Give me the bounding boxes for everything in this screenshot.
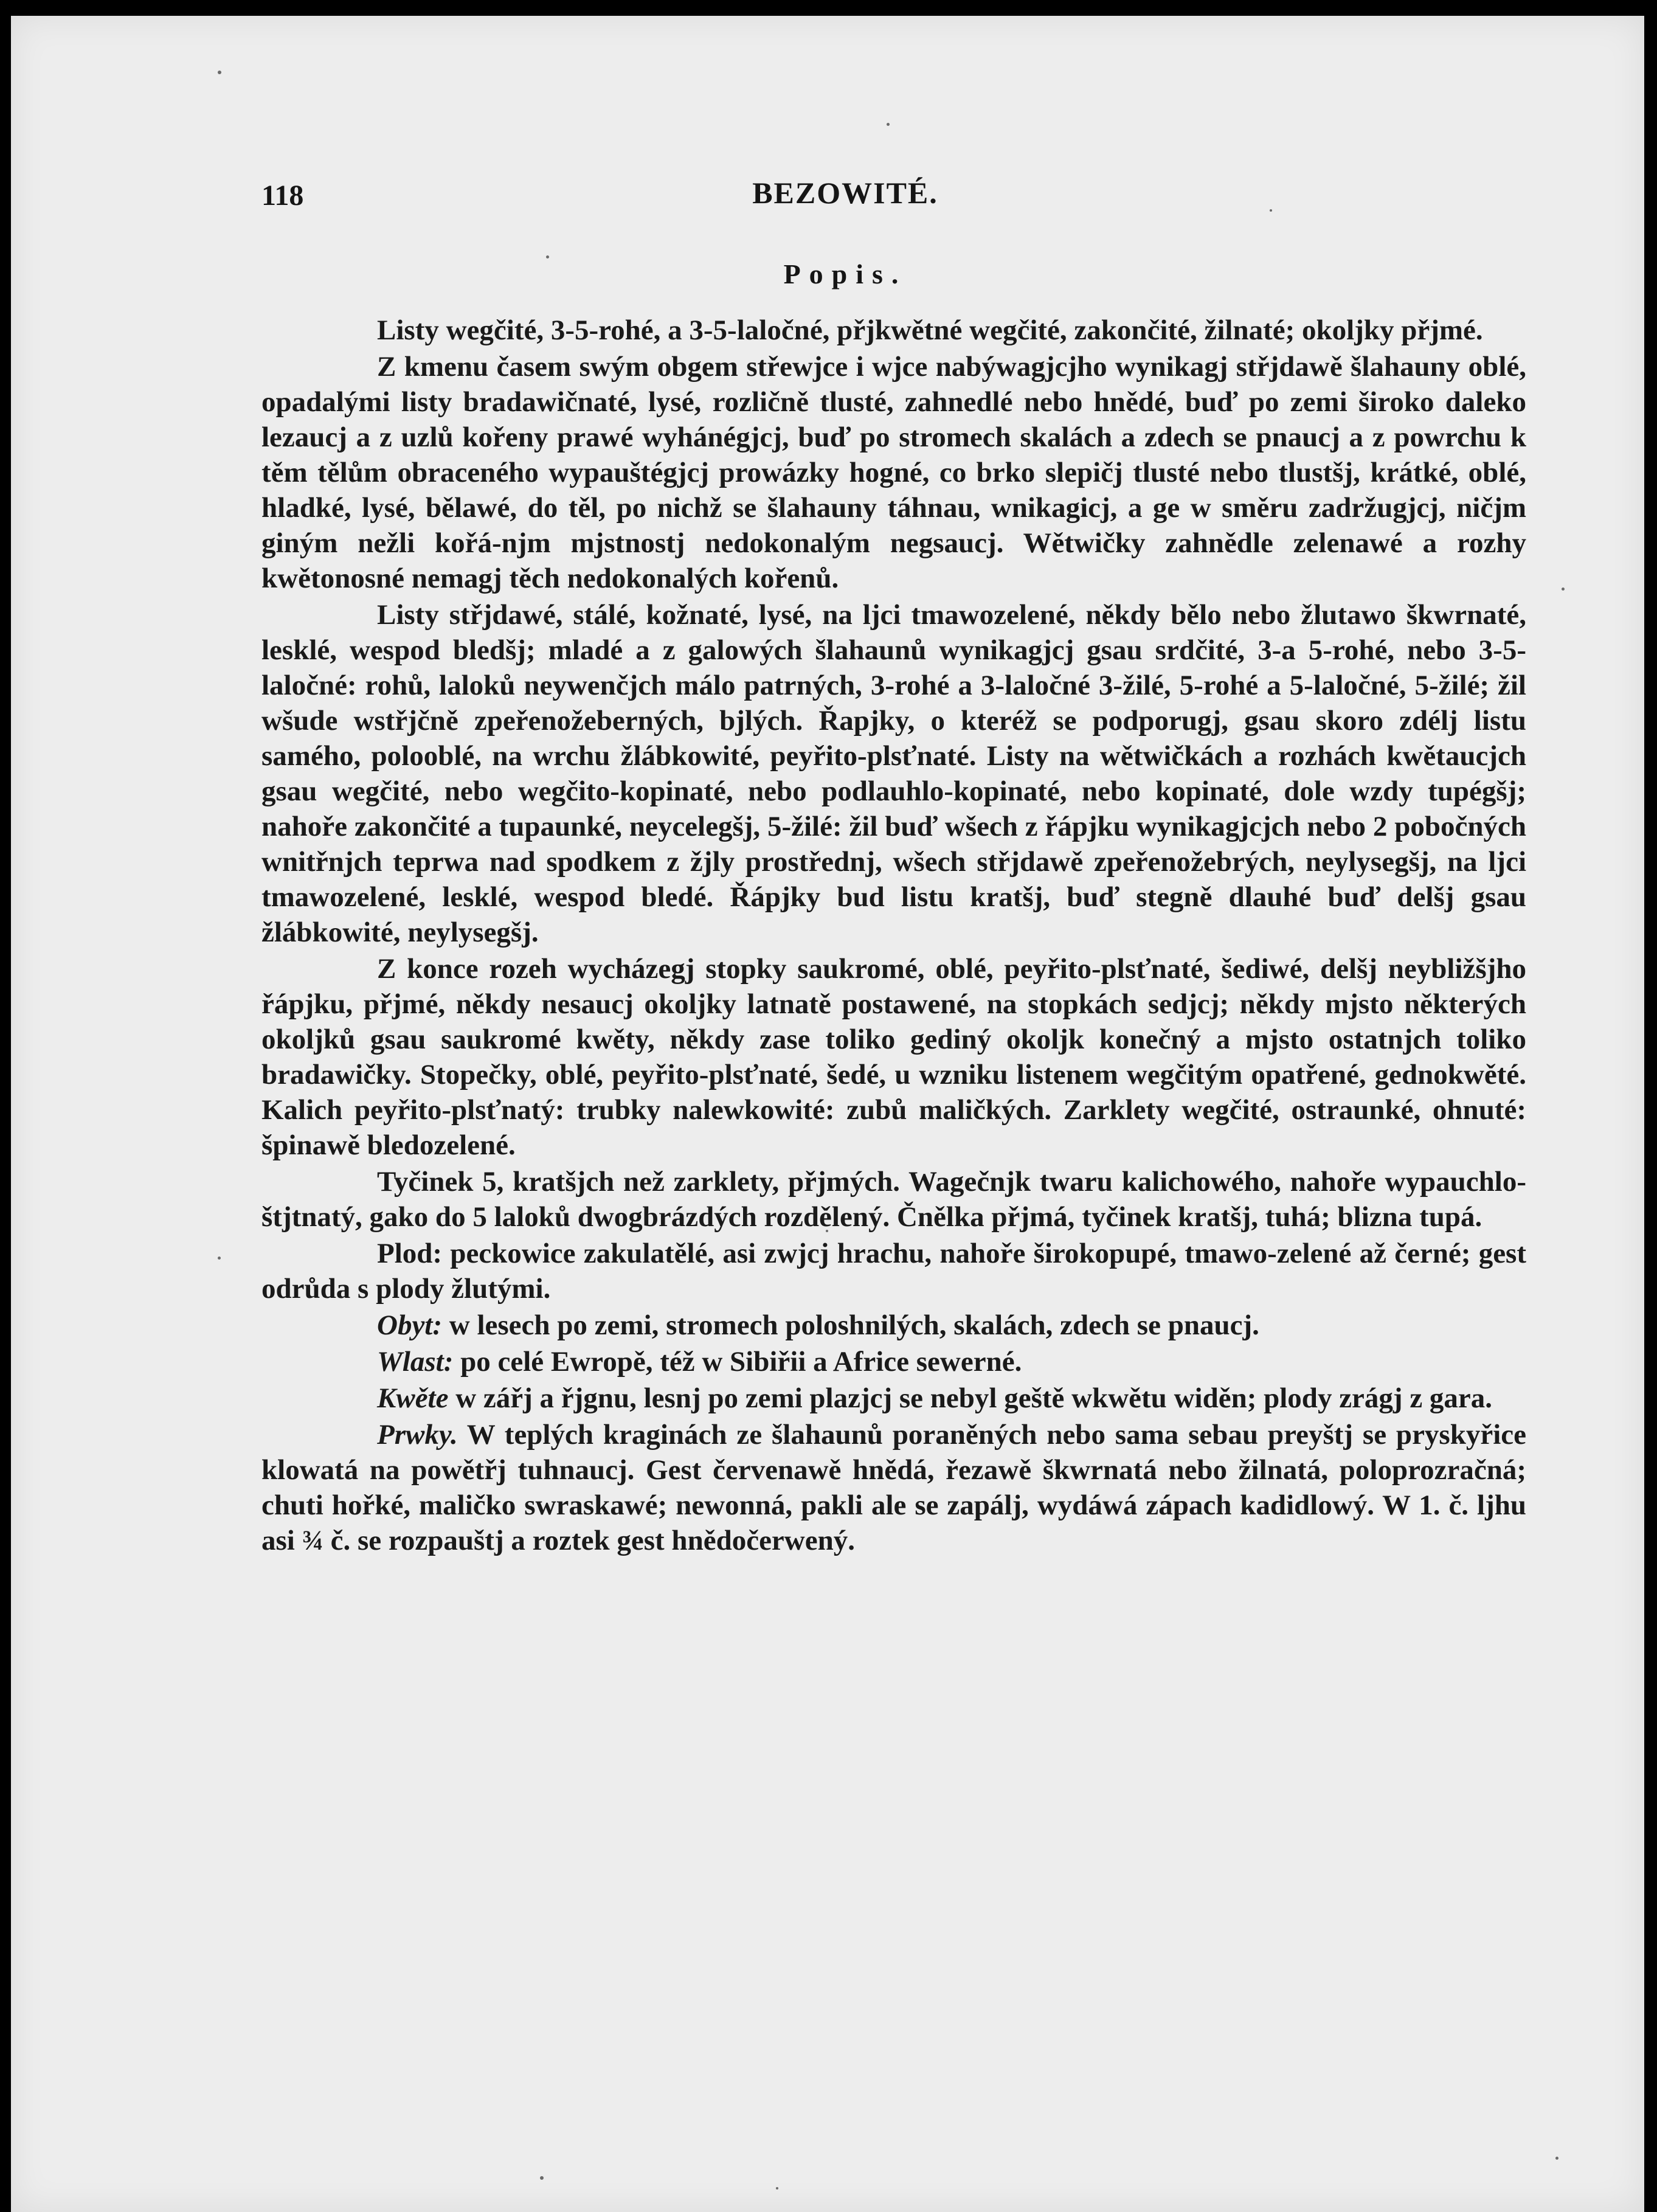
paragraph-lead: Kwěte (377, 1382, 449, 1414)
paragraph (261, 1164, 1526, 1235)
section-title: Popis. (783, 258, 907, 290)
page-number: 118 (261, 179, 304, 212)
paragraph-text: w zářj a řjgnu, lesnj po zemi plazjcj se nebyl geště wkwětu widěn; plody zrágj z gara. (448, 1382, 1493, 1414)
paragraph (261, 1381, 1526, 1416)
paragraph (261, 1417, 1526, 1558)
paragraph (261, 1308, 1526, 1343)
paragraph-text: Listy wegčité, 3-5-rohé, a 3-5-laločné, přjkwětné wegčité, zakončité, žilnaté; okoljky přjmé. (377, 314, 1483, 346)
paragraph-lead: Prwky. (377, 1419, 458, 1451)
paragraph (261, 349, 1526, 596)
running-title: BEZOWITÉ. (752, 176, 938, 210)
paragraph (261, 597, 1526, 950)
paragraph-text: Tyčinek 5, kratšjch než zarklety, přjmých. Wagečnjk twaru kalichowého, nahoře wypauchlo-štjtnatý, gako do 5 laloků dwogbrázdých rozdělený. Čnělka přjmá, tyčinek kratšj, tuhá; blizna tupá. (261, 1166, 1526, 1233)
paragraph (261, 313, 1526, 348)
book-page (11, 16, 1644, 2212)
page-header (249, 175, 1441, 218)
paragraph-lead: Wlast: (377, 1346, 454, 1378)
paragraph-lead: Obyt: (377, 1309, 443, 1341)
paragraph-text: Plod: peckowice zakulatělé, asi zwjcj hrachu, nahoře širokopupé, tmawo-zelené až černé; gest odrůda s plody žlutými. (261, 1238, 1526, 1305)
body-text (261, 313, 1526, 1559)
paragraph (261, 1344, 1526, 1379)
paragraph (261, 951, 1526, 1163)
paragraph-text: w lesech po zemi, stromech poloshnilých, skalách, zdech se pnaucj. (442, 1309, 1259, 1341)
paragraph-text: W teplých kraginách ze šlahaunů poraněných nebo sama sebau preyštj se pryskyřice klowatá na powětřj tuhnaucj. Gest červenawě hnědá, řezawě škwrnatá nebo žilnatá, poloprozračná; chuti hořké, maličko swraskawé; newonná, pakli ale se zapálj, wydáwá zápach kadidlowý. W 1. č. ljhu asi ¾ č. se rozpauštj a roztek gest hnědočerwený. (261, 1419, 1526, 1556)
paragraph-text: Z kmenu časem swým obgem střewjce i wjce nabýwagjcjho wynikagj střjdawě šlahauny oblé, opadalými listy bradawičnaté, lysé, rozličně tlusté, zahnedlé nebo hnědé, buď po zemi široko daleko lezaucj a z uzlů kořeny prawé wyhánégjcj, buď po stromech skalách a zdech se pnaucj a z powrchu k těm tělům obraceného wypauštégjcj prowázky hogné, co brko slepičj tlusté nebo tlustšj, krátké, oblé, hladké, lysé, bělawé, do těl, po nichž se šlahauny táhnau, wnikagicj, a ge w směru zadržugjcj, ničjm giným nežli kořá-njm mjstnostj nedokonalým negsaucj. Wětwičky zahnědle zelenawé a rozhy kwětonosné nemagj těch nedokonalých kořenů. (261, 351, 1526, 594)
paragraph-text: Z konce rozeh wycházegj stopky saukromé, oblé, peyřito-plsťnaté, šediwé, delšj neybližšjho řápjku, přjmé, někdy nesaucj okoljky latnatě postawené, na stopkách sedjcj; někdy mjsto některých okoljků gsau saukromé kwěty, někdy zase toliko gediný okoljk konečný a mjsto ostatnjch toliko bradawičky. Stopečky, oblé, peyřito-plsťnaté, šedé, u wzniku listenem wegčitým opatřené, gednokwěté. Kalich peyřito-plsťnatý: trubky nalewkowité: zubů maličkých. Zarklety wegčité, ostraunké, ohnuté: špinawě bledozelené. (261, 953, 1526, 1161)
paragraph-text: po celé Ewropě, též w Sibiřii a Africe sewerné. (453, 1346, 1022, 1378)
paragraph-text: Listy střjdawé, stálé, kožnaté, lysé, na ljci tmawozelené, někdy bělo nebo žlutawo škwrnaté, lesklé, wespod bledšj; mladé a z galowých šlahaunů wynikagjcj gsau srdčité, 3-a 5-rohé, nebo 3-5-laločné: rohů, laloků neywenčjch málo patrných, 3-rohé a 3-laločné 3-žilé, 5-rohé a 5-laločné, 5-žilé; žil wšude wstřjčně zpeřenožeberných, bjlých. Řapjky, o kteréž se podporugj, gsau skoro zdélj listu samého, polooblé, na wrchu žlábkowité, peyřito-plsťnaté. Listy na wětwičkách a rozhách kwětaucjch gsau wegčité, nebo wegčito-kopinaté, nebo podlauhlo-kopinaté, nebo kopinaté, dole wzdy tupégšj; nahoře zakončité a tupaunké, neycelegšj, 5-žilé: žil buď wšech z řápjku wynikagjcjch nebo 2 pobočných wnitřnjch teprwa nad spodkem z žjly prostřednj, wšech střjdawě zpeřenožebrých, neylysegšj, na ljci tmawozelené, lesklé, wespod bledé. Řápjky bud listu kratšj, buď stegně dlauhé buď delšj gsau žlábkowité, neylysegšj. (261, 599, 1526, 948)
paragraph (261, 1236, 1526, 1306)
